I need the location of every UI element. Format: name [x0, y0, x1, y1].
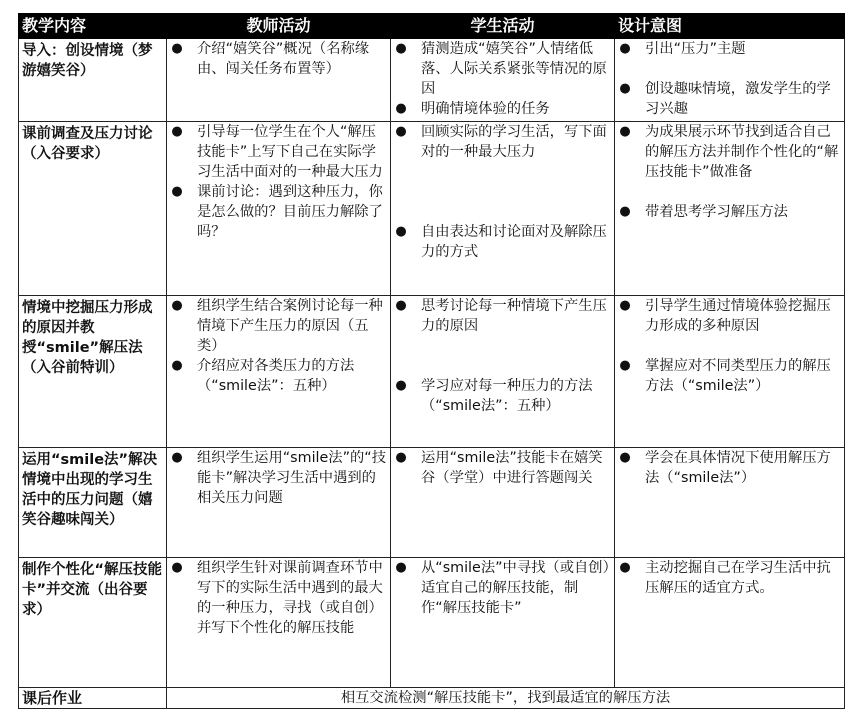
bullet-icon: ●	[619, 81, 631, 96]
bullet-item: ● 引导每一位学生在个人“解压技能卡”上写下自己在实际学习生活中面对的一种最大压力	[171, 124, 383, 180]
bullet-icon: ●	[619, 204, 631, 219]
bullet-item: ● 为成果展示环节找到适合自己的解压方法并制作个性化的“解压技能卡”做准备	[619, 124, 839, 180]
header-design-intent: 设计意图	[615, 14, 845, 39]
intent-cell	[615, 558, 845, 688]
student-cell	[391, 296, 615, 448]
bullet-icon: ●	[171, 560, 183, 575]
bullet-item: ● 组织学生针对课前调查环节中写下的实际生活中遇到的最大的一种压力，寻找（或自创）并写下个性化的解压技能	[171, 560, 383, 636]
homework-text: 相互交流检测“解压技能卡”，找到最适宜的解压方法	[167, 688, 845, 709]
bullet-item: ● 明确情境体验的任务	[395, 101, 550, 117]
bullet-item: ● 引出“压力”主题	[619, 41, 746, 57]
bullet-icon: ●	[395, 450, 407, 465]
intent-cell	[615, 39, 845, 122]
bullet-icon: ●	[619, 298, 631, 313]
bullet-item: ● 引导学生通过情境体验挖掘压力形成的多种原因	[619, 298, 831, 334]
bullet-item: ● 学习应对每一种压力的方法（“smile法”：五种）	[395, 378, 593, 414]
homework-label: 课后作业	[19, 688, 167, 709]
bullet-icon: ●	[619, 124, 631, 139]
stage-cell: 课前调查及压力讨论（入谷要求）	[19, 122, 167, 296]
bullet-item: ● 回顾实际的学习生活，写下面对的一种最大压力	[395, 124, 607, 160]
bullet-item: ● 学会在具体情况下使用解压方法（“smile法”）	[619, 450, 831, 486]
bullet-icon: ●	[171, 450, 183, 465]
bullet-icon: ●	[395, 378, 407, 393]
table-row	[19, 122, 845, 296]
bullet-item: ● 自由表达和讨论面对及解除压力的方式	[395, 224, 607, 260]
bullet-icon: ●	[619, 358, 631, 373]
bullet-icon: ●	[395, 41, 407, 56]
bullet-item: ● 猜测造成“嬉笑谷”人情绪低落、人际关系紧张等情况的原因	[395, 41, 607, 97]
bullet-item: ● 掌握应对不同类型压力的解压方法（“smile法”）	[619, 358, 831, 394]
stage-cell: 运用“smile法”解决情境中出现的学习生活中的压力问题（嬉笑谷趣味闯关）	[19, 448, 167, 558]
stage-cell: 情境中挖掘压力形成的原因并教授“smile”解压法（入谷前特训）	[19, 296, 167, 448]
bullet-icon: ●	[395, 124, 407, 139]
table-row	[19, 296, 845, 448]
bullet-item: ● 带着思考学习解压方法	[619, 204, 788, 220]
teacher-cell	[167, 296, 391, 448]
intent-cell	[615, 122, 845, 296]
bullet-item: ● 创设趣味情境，激发学生的学习兴趣	[619, 81, 831, 117]
stage-cell: 导入：创设情境（梦游嬉笑谷）	[19, 39, 167, 122]
bullet-icon: ●	[619, 41, 631, 56]
intent-cell	[615, 296, 845, 448]
intent-cell	[615, 448, 845, 558]
bullet-icon: ●	[171, 41, 183, 56]
header-teacher-activity: 教师活动	[167, 14, 391, 39]
bullet-icon: ●	[171, 124, 183, 139]
bullet-icon: ●	[395, 224, 407, 239]
teacher-cell	[167, 122, 391, 296]
table-row	[19, 558, 845, 688]
student-cell	[391, 122, 615, 296]
bullet-item: ● 主动挖掘自己在学习生活中抗压解压的适宜方式。	[619, 560, 831, 596]
bullet-item: ● 从“smile法”中寻找（或自创）适宜自己的解压技能，制作“解压技能卡”	[395, 560, 610, 616]
header-row	[19, 14, 845, 39]
stage-cell: 制作个性化“解压技能卡”并交流（出谷要求）	[19, 558, 167, 688]
teacher-cell	[167, 448, 391, 558]
lesson-plan-table	[18, 13, 845, 709]
bullet-item: ● 组织学生运用“smile法”的“技能卡”解决学习生活中遇到的相关压力问题	[171, 450, 387, 506]
bullet-item: ● 课前讨论：遇到这种压力，你是怎么做的？目前压力解除了吗？	[171, 184, 383, 240]
student-cell	[391, 39, 615, 122]
bullet-item: ● 介绍应对各类压力的方法（“smile法”：五种）	[171, 358, 355, 394]
bullet-item: ● 介绍“嬉笑谷”概况（名称缘由、闯关任务布置等）	[171, 41, 370, 77]
homework-row	[19, 688, 845, 709]
bullet-icon: ●	[619, 450, 631, 465]
table-row	[19, 39, 845, 122]
bullet-icon: ●	[395, 298, 407, 313]
bullet-icon: ●	[171, 184, 183, 199]
teacher-cell	[167, 558, 391, 688]
bullet-icon: ●	[395, 560, 407, 575]
bullet-item: ● 思考讨论每一种情境下产生压力的原因	[395, 298, 607, 334]
header-student-activity: 学生活动	[391, 14, 615, 39]
bullet-icon: ●	[171, 358, 183, 373]
bullet-icon: ●	[171, 298, 183, 313]
bullet-icon: ●	[395, 101, 407, 116]
bullet-icon: ●	[619, 560, 631, 575]
header-teaching-content: 教学内容	[19, 14, 167, 39]
teacher-cell	[167, 39, 391, 122]
table-row	[19, 448, 845, 558]
bullet-item: ● 运用“smile法”技能卡在嬉笑谷（学堂）中进行答题闯关	[395, 450, 603, 486]
student-cell	[391, 558, 615, 688]
bullet-item: ● 组织学生结合案例讨论每一种情境下产生压力的原因（五类）	[171, 298, 383, 354]
student-cell	[391, 448, 615, 558]
